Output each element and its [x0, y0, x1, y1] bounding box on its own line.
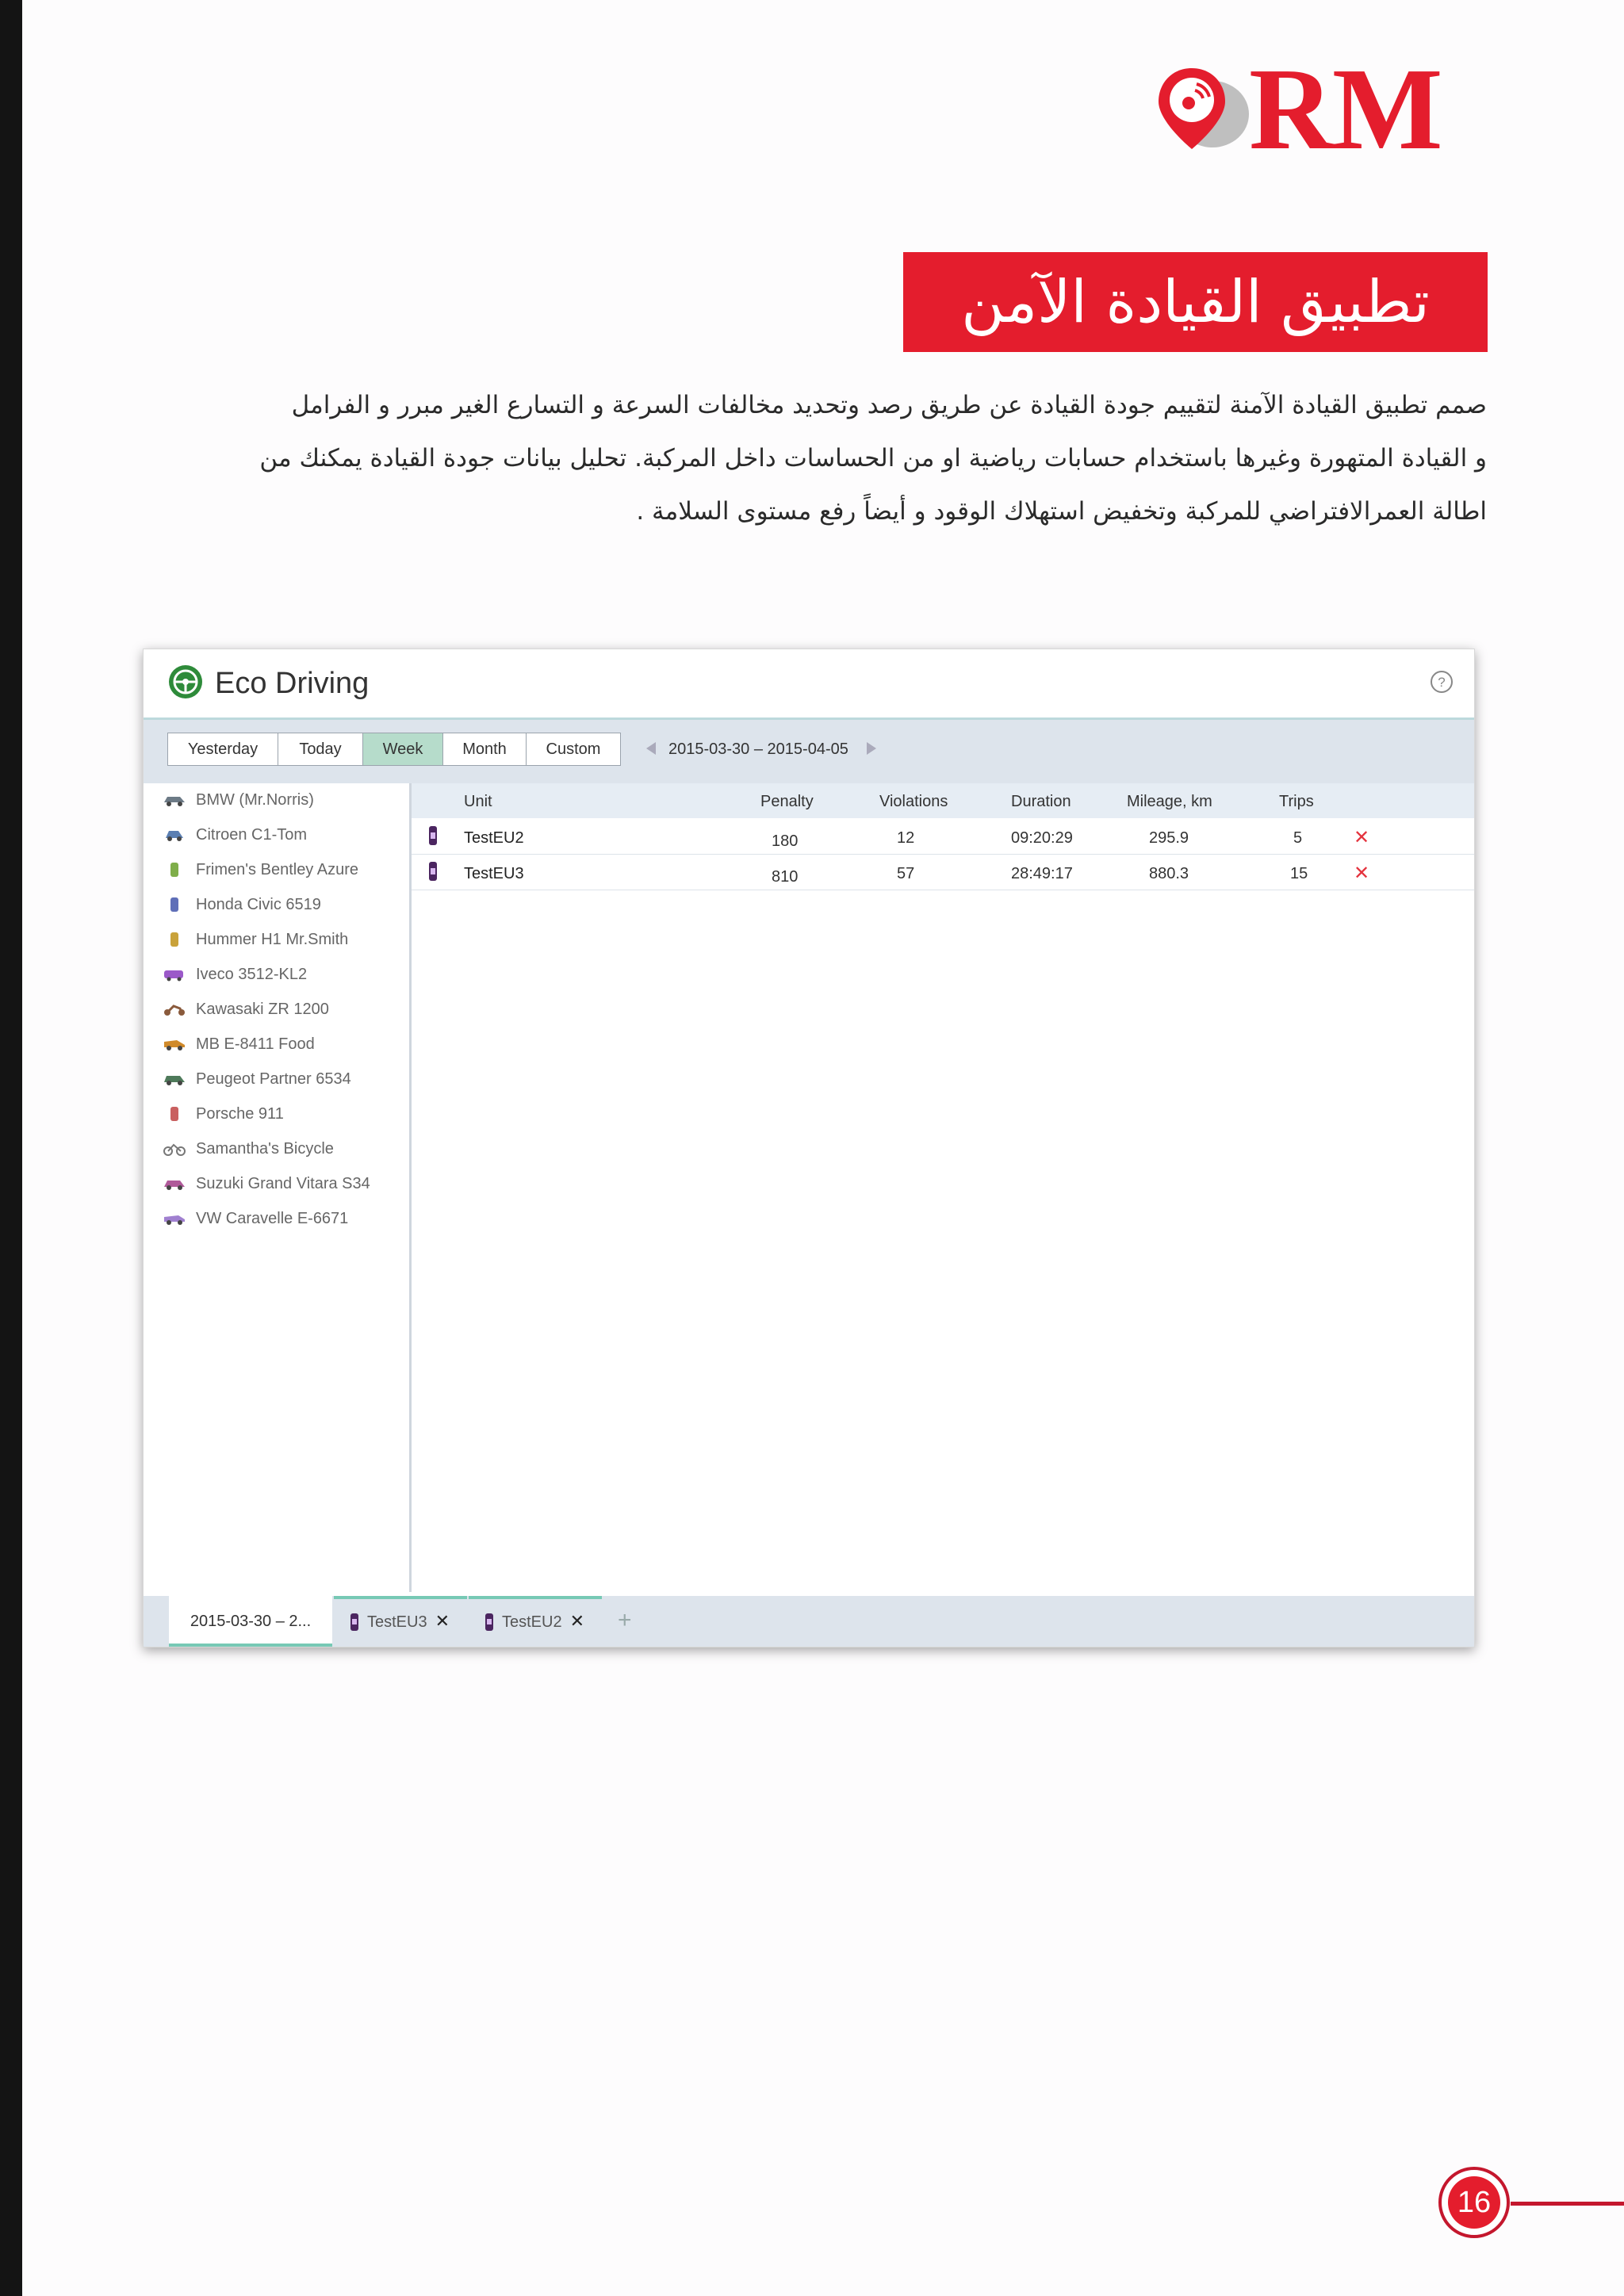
- cell-violations: 12: [897, 829, 915, 847]
- tab-testeu3[interactable]: [334, 1596, 467, 1647]
- car-icon: [163, 1177, 186, 1191]
- column-penalty[interactable]: Penalty: [760, 793, 814, 810]
- truck-icon: [163, 967, 186, 982]
- unit-label: Iveco 3512-KL2: [196, 966, 308, 983]
- period-yesterday-button[interactable]: Yesterday: [168, 733, 278, 765]
- cell-violations: 57: [897, 865, 915, 882]
- rm-logo: [1154, 44, 1487, 174]
- van-icon: [163, 1211, 186, 1226]
- unit-label: Honda Civic 6519: [196, 896, 321, 913]
- cell-unit: TestEU3: [464, 865, 524, 882]
- app-title: Eco Driving: [215, 667, 370, 700]
- cell-trips: 5: [1293, 829, 1303, 847]
- cell-duration: 09:20:29: [1011, 829, 1073, 847]
- bottle-icon: [163, 932, 186, 947]
- help-icon[interactable]: [1430, 670, 1454, 694]
- add-tab-icon[interactable]: +: [618, 1607, 632, 1633]
- unit-list-item[interactable]: [163, 786, 400, 821]
- period-selector: [167, 733, 621, 766]
- table-header: [412, 783, 1474, 818]
- period-toolbar: [144, 720, 1474, 783]
- eco-driving-table: [412, 783, 1474, 1592]
- unit-list-item[interactable]: [163, 1031, 400, 1066]
- close-tab-icon[interactable]: ✕: [435, 1611, 450, 1631]
- logo-text: RM: [1249, 44, 1442, 174]
- paragraph-line: و القيادة المتهورة وغيرها باستخدام حسابات رياضية او من الحساسات داخل المركبة. تحليل بيانات جودة القيادة يمكنك من: [259, 444, 1487, 473]
- unit-label: MB E-8411 Food: [196, 1035, 315, 1053]
- prev-period-arrow-icon[interactable]: [646, 742, 656, 755]
- unit-label: Hummer H1 Mr.Smith: [196, 931, 349, 948]
- cell-duration: 28:49:17: [1011, 865, 1073, 882]
- car-icon: [163, 1072, 186, 1086]
- unit-list-item[interactable]: [163, 1205, 400, 1240]
- unit-label: Porsche 911: [196, 1105, 284, 1123]
- bicycle-icon: [163, 1142, 186, 1156]
- period-week-button[interactable]: Week: [363, 733, 443, 765]
- cell-mileage: 295.9: [1149, 829, 1189, 847]
- delete-row-icon[interactable]: ✕: [1354, 827, 1370, 848]
- page-number: 16: [1448, 2176, 1500, 2229]
- unit-bottle-icon: [485, 1613, 494, 1632]
- column-duration[interactable]: Duration: [1011, 793, 1071, 810]
- unit-list-item[interactable]: [163, 961, 400, 996]
- unit-label: Frimen's Bentley Azure: [196, 861, 359, 878]
- unit-label: BMW (Mr.Norris): [196, 791, 314, 809]
- unit-list-item[interactable]: [163, 891, 400, 926]
- bottle-icon: [163, 1107, 186, 1121]
- unit-bottle-icon: [350, 1613, 359, 1632]
- unit-label: Citroen C1-Tom: [196, 826, 308, 844]
- unit-label: VW Caravelle E-6671: [196, 1210, 349, 1227]
- bottle-icon: [163, 863, 186, 877]
- column-mileage[interactable]: Mileage, km: [1127, 793, 1212, 810]
- tab-label: TestEU3: [367, 1613, 427, 1631]
- window-header: [144, 649, 1474, 720]
- table-row[interactable]: [412, 818, 1474, 855]
- period-today-button[interactable]: Today: [278, 733, 363, 765]
- delete-row-icon[interactable]: ✕: [1354, 863, 1370, 884]
- bottom-tab-bar: [144, 1596, 1474, 1647]
- units-sidebar: [144, 783, 412, 1592]
- unit-bottle-icon: [427, 860, 439, 882]
- unit-bottle-icon: [427, 825, 439, 847]
- steering-wheel-icon: [167, 664, 204, 700]
- column-unit[interactable]: Unit: [464, 793, 492, 810]
- eco-driving-window: [143, 649, 1475, 1647]
- unit-label: Suzuki Grand Vitara S34: [196, 1175, 370, 1192]
- van-icon: [163, 1037, 186, 1051]
- car-icon: [163, 793, 186, 807]
- unit-list-item[interactable]: [163, 821, 400, 856]
- column-trips[interactable]: Trips: [1279, 793, 1314, 810]
- location-pin-icon: [1154, 62, 1257, 155]
- cell-mileage: 880.3: [1149, 865, 1189, 882]
- unit-list-item[interactable]: [163, 926, 400, 961]
- page-number-line: [1511, 2202, 1624, 2206]
- date-range: 2015-03-30 – 2015-04-05: [668, 740, 848, 758]
- unit-list-item[interactable]: [163, 1066, 400, 1100]
- cell-trips: 15: [1290, 865, 1308, 882]
- next-period-arrow-icon[interactable]: [867, 742, 876, 755]
- paragraph-line: صمم تطبيق القيادة الآمنة لتقييم جودة القيادة عن طريق رصد وتحديد مخالفات السرعة و التسارع الغير مبرر و الفرامل: [291, 391, 1487, 419]
- tab-testeu2[interactable]: [469, 1596, 602, 1647]
- svg-text:?: ?: [1438, 675, 1446, 690]
- cell-penalty: 810: [772, 868, 799, 886]
- close-tab-icon[interactable]: ✕: [569, 1611, 585, 1631]
- unit-list-item[interactable]: [163, 1170, 400, 1205]
- unit-list-item[interactable]: [163, 1100, 400, 1135]
- tab-date-range[interactable]: 2015-03-30 – 2...: [169, 1596, 332, 1647]
- intro-paragraph: [139, 379, 1487, 538]
- page-title: تطبيق القيادة الآمن: [903, 252, 1488, 352]
- period-month-button[interactable]: Month: [443, 733, 527, 765]
- motorcycle-icon: [163, 1002, 186, 1016]
- tab-label: TestEU2: [502, 1613, 562, 1631]
- column-violations[interactable]: Violations: [879, 793, 948, 810]
- period-custom-button[interactable]: Custom: [546, 740, 601, 758]
- page-number-badge: [1438, 2167, 1510, 2238]
- car-icon: [163, 828, 186, 842]
- bottle-icon: [163, 897, 186, 912]
- unit-label: Samantha's Bicycle: [196, 1140, 334, 1158]
- unit-list-item[interactable]: [163, 856, 400, 891]
- left-edge-bar: [0, 0, 22, 2296]
- cell-penalty: 180: [772, 832, 799, 850]
- cell-unit: TestEU2: [464, 829, 524, 847]
- unit-list-item[interactable]: [163, 1135, 400, 1170]
- unit-label: Peugeot Partner 6534: [196, 1070, 351, 1088]
- unit-list-item[interactable]: [163, 996, 400, 1031]
- table-row[interactable]: [412, 854, 1474, 890]
- paragraph-line: اطالة العمرالافتراضي للمركبة وتخفيض استهلاك الوقود و أيضاً رفع مستوى السلامة .: [636, 497, 1487, 526]
- unit-label: Kawasaki ZR 1200: [196, 1001, 329, 1018]
